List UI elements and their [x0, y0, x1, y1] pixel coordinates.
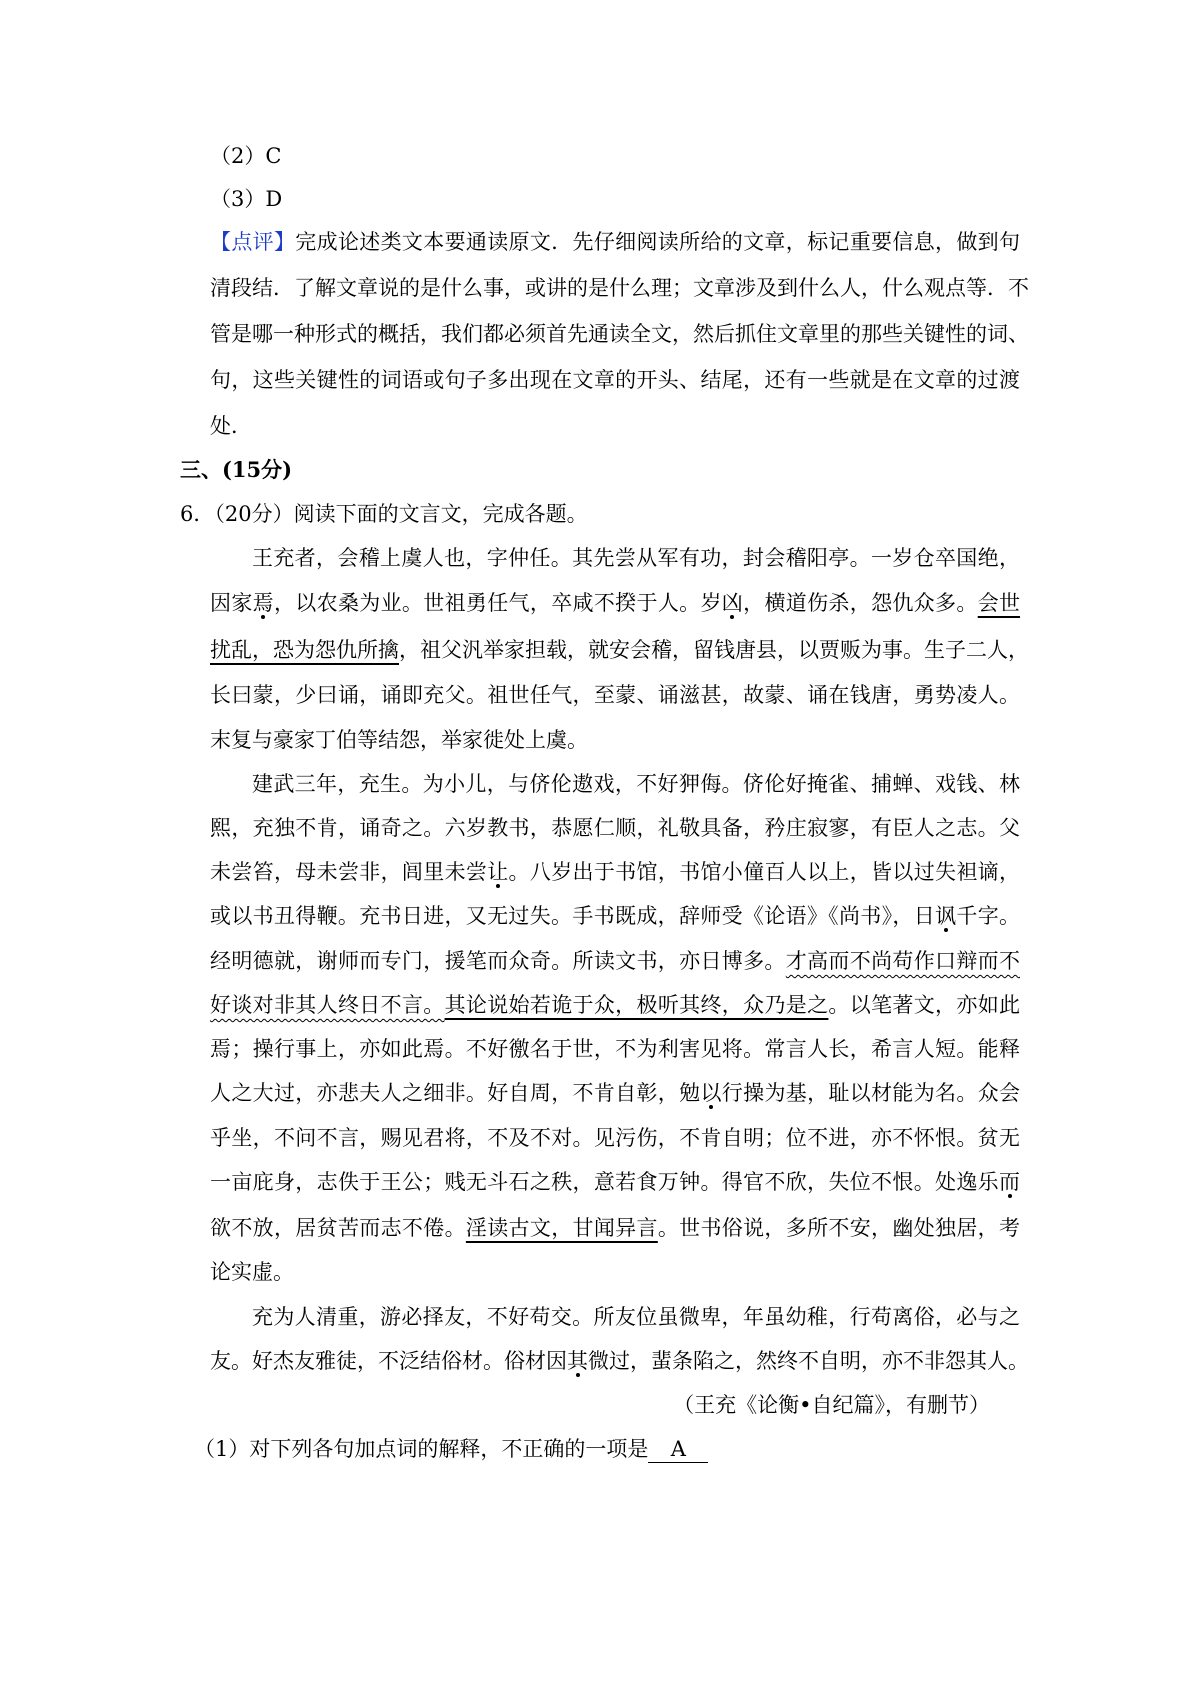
dotted-word: 凶: [721, 591, 744, 615]
p3-line-1: 充为人清重，游必择友，不好苟交。所友位虽微卑，年虽幼稚，行苟离俗，必与之: [252, 1305, 1020, 1329]
p2-line-7: 焉；操行事上，亦如此焉。不好徼名于世，不为利害见将。常言人长，希言人短。能释: [210, 1037, 1020, 1061]
answer-2: （2）C: [210, 144, 282, 168]
p2-line-8: 人之大过，亦悲夫人之细非。好自周，不肯自彰，勉以行操为基，耻以材能为名。众会: [210, 1081, 1021, 1105]
question-6-stem: 6．（20分）阅读下面的文言文，完成各题。: [180, 502, 588, 526]
dotted-word: 焉: [252, 591, 274, 615]
p2-line-9: 乎坐，不问不言，赐见君将，不及不对。见污伤，不肯自明；位不进，亦不怀恨。贫无: [210, 1126, 1020, 1150]
p1-line-4: 长曰蒙，少曰诵，诵即充父。祖世任气，至蒙、诵滋甚，故蒙、诵在钱唐，勇势凌人。: [210, 683, 1020, 707]
p2-line-11: 欲不放，居贫苦而志不倦。淫读古文，甘闻异言。世书俗说，多所不安，幽处独居，考: [210, 1216, 1021, 1240]
underlined-sentence: 会世: [977, 591, 1021, 615]
dotted-word: 让: [487, 860, 509, 884]
wavy-underlined-sentence: 才高而不尚苟作口辩而不: [785, 949, 1021, 973]
p2-line-3: 未尝笞，母未尝非，闾里未尝让。八岁出于书馆，书馆小僮百人以上，皆以过失袒谪，: [210, 860, 1021, 884]
p1-line-3: 扰乱，恐为怨仇所擒，祖父汎举家担载，就安会稽，留钱唐县，以贾贩为事。生子二人，: [210, 638, 1029, 662]
p1-line-1: 王充者，会稽上虞人也，字仲任。其先尝从军有功，封会稽阳亭。一岁仓卒国绝，: [252, 546, 1020, 570]
dotted-word: 讽: [935, 904, 957, 928]
p2-line-10: 一亩庇身，志佚于王公；贱无斗石之秩，意若食万钟。得官不欣，失位不恨。处逸乐而: [210, 1170, 1020, 1194]
comment-line-2: 清段结．了解文章说的是什么事，或讲的是什么理；文章涉及到什么人，什么观点等．不: [210, 276, 1029, 300]
dotted-word: 以: [700, 1081, 722, 1105]
comment-tag: 【点评】: [210, 230, 296, 254]
comment-line-5: 处．: [210, 414, 252, 438]
dotted-word: 其: [567, 1349, 588, 1373]
underlined-sentence: 扰乱，恐为怨仇所擒: [210, 638, 399, 662]
dotted-word: 而: [999, 1170, 1020, 1194]
underlined-sentence: 淫读古文，甘闻异言: [465, 1216, 658, 1240]
section-title: 三、(15分): [180, 457, 293, 482]
p2-line-4: 或以书丑得鞭。充书日进，又无过失。手书既成，辞师受《论语》《尚书》，日讽千字。: [210, 904, 1021, 928]
comment-line-1: 【点评】完成论述类文本要通读原文．先仔细阅读所给的文章，标记重要信息，做到句: [210, 230, 1020, 254]
comment-line-3: 管是哪一种形式的概括，我们都必须首先通读全文，然后抓住文章里的那些关键性的词、: [210, 322, 1029, 346]
sub-question-1: （1）对下列各句加点词的解释，不正确的一项是 A: [194, 1429, 708, 1469]
comment-line-4: 句，这些关键性的词语或句子多出现在文章的开头、结尾，还有一些就是在文章的过渡: [210, 368, 1020, 392]
answer-3: （3）D: [210, 187, 283, 211]
underlined-sentence: 其论说始若诡于众，极听其终，众乃是之: [444, 993, 829, 1017]
source-citation: （王充《论衡•自纪篇》，有删节）: [673, 1393, 990, 1417]
p2-line-12: 论实虚。: [210, 1260, 294, 1284]
answer-blank: A: [648, 1436, 708, 1463]
p3-line-2: 友。好杰友雅徒，不泛结俗材。俗材因其微过，蜚条陷之，然终不自明，亦不非怨其人。: [210, 1349, 1029, 1373]
p2-line-6: 好谈对非其人终日不言。其论说始若诡于众，极听其终，众乃是之。以笔著文，亦如此: [210, 993, 1021, 1017]
p2-line-5: 经明德就，谢师而专门，援笔而众奇。所读文书，亦日博多。才高而不尚苟作口辩而不: [210, 949, 1021, 973]
p1-line-5: 末复与豪家丁伯等结怨，举家徙处上虞。: [210, 728, 588, 752]
p2-line-1: 建武三年，充生。为小儿，与侪伦遨戏，不好狎侮。侪伦好掩雀、捕蝉、戏钱、林: [252, 772, 1020, 796]
p1-line-2: 因家焉，以农桑为业。世祖勇任气，卒咸不揆于人。岁凶，横道伤杀，怨仇众多。会世: [210, 591, 1021, 615]
wavy-underlined-sentence: 好谈对非其人终日不言。: [210, 993, 445, 1017]
p2-line-2: 熙，充独不肯，诵奇之。六岁教书，恭愿仁顺，礼敬具备，矜庄寂寥，有臣人之志。父: [210, 816, 1020, 840]
